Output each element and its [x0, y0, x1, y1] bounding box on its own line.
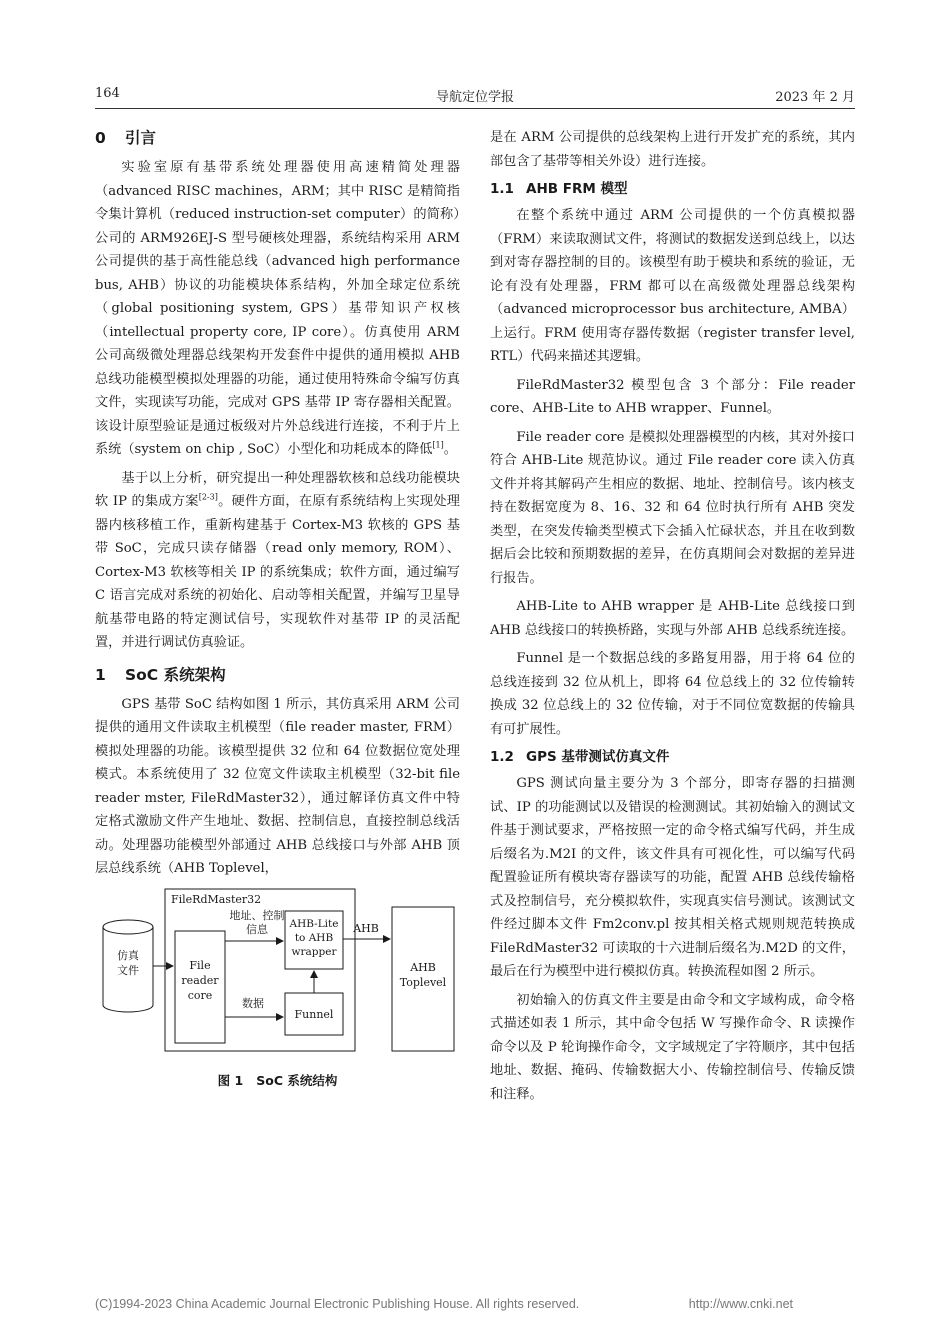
paragraph-text: 。硬件方面，在原有系统结构上实现处理器内核移植工作，重新构建基于 Cortex-M3 软核的 GPS 基带 SoC，完成只读存储器（read only memory, ROM）、Cortex-M3 软核等相关 IP 的系统集成；软件方面，通过编写 C 语言完成对系统的初始化、启动等相关配置，并编写卫星导航基带电路的特定测试信号，实现软件对基带 IP 的灵活配置，并进行调试仿真验证。	[95, 494, 460, 650]
citation-ref: [2-3]	[198, 492, 218, 502]
subsection-number: 1.1	[490, 181, 514, 197]
right-column	[490, 126, 855, 1111]
figure-1-caption	[95, 1069, 460, 1093]
caption-number: 图 1	[217, 1072, 244, 1088]
paragraph	[95, 156, 460, 462]
wrapper-label-1: AHB-Lite	[289, 917, 339, 930]
info-label: 信息	[246, 922, 268, 936]
ahb-bus-label: AHB	[353, 921, 379, 935]
core-label-2: reader	[181, 973, 219, 987]
figure-1	[95, 887, 460, 1093]
paragraph: 初始输入的仿真文件主要是由命令和文字域构成，命令格式描述如表 1 所示，其中命令包括 W 写操作命令、R 读操作命令以及 P 轮询操作命令，文字域规定了字符顺序，其中包括地址、数据、掩码、传输数据大小、传输控制信号、传输反馈和注释。	[490, 992, 855, 1102]
left-column	[95, 126, 460, 1092]
citation-ref: [1]	[432, 440, 444, 450]
funnel-label: Funnel	[294, 1007, 334, 1021]
page-number: 164	[95, 86, 120, 101]
section-number: 0	[95, 129, 106, 147]
section-title: 引言	[125, 129, 157, 147]
paragraph-text: 。	[443, 442, 457, 457]
toplevel-label-1: AHB	[410, 960, 436, 974]
cnki-url: http://www.cnki.net	[688, 1297, 793, 1311]
wrapper-label-3: wrapper	[291, 945, 337, 958]
file-reader-core-box	[175, 931, 225, 1043]
paragraph: GPS 测试向量主要分为 3 个部分，即寄存器的扫描测试、IP 的功能测试以及错误的检测测试。其初始输入的测试文件基于测试要求，严格按照一定的命令格式编写代码，并生成后缀名为.M2I 的文件，该文件具有可视化性，可以编写代码配置验证所有模块寄存器读写的功能，配置 AHB 总线传输格式及控制信号，充分模拟软件，实现真实信号测试。该测试文件经过脚本文件 Fm2conv.pl 按其相关格式规则规范转换成 FileRdMaster32 可读取的十六进制后缀名为.M2D 的文件，最后在行为模型中进行模拟仿真。转换流程如图 2 所示。	[490, 776, 855, 979]
running-header	[95, 86, 855, 108]
paragraph: GPS 基带 SoC 结构如图 1 所示，其仿真采用 ARM 公司提供的通用文件读取主机模型（file reader master, FRM）模拟处理器的功能。该模型提供 32 位和 64 位数据位宽处理模式。本系统使用了 32 位宽文件读取主机模型（32-bit file reader mster, FileRdMaster32），通过解译仿真文件中特定格式激励文件产生地址、数据、控制信息，直接控制总线活动。处理器功能模型外部通过 AHB 总线接口与外部 AHB 顶层总线系统（AHB Toplevel，	[95, 696, 460, 876]
paragraph: Funnel 是一个数据总线的多路复用器，用于将 64 位的总线连接到 32 位从机上，即将 64 位总线上的 32 位传输转换成 32 位总线上的 32 位传输，对于不同位宽数据的传输具有可扩展性。	[490, 651, 855, 737]
paragraph: 在整个系统中通过 ARM 公司提供的一个仿真模拟器（FRM）来读取测试文件，将测试的数据发送到总线上，以达到对寄存器控制的目的。该模型有助于模块和系统的验证，无论有没有处理器，FRM 都可以在高级微处理器总线架构（advanced microprocessor bus architecture, AMBA）上运行。FRM 使用寄存器传数据（register transfer level, RTL）代码来描述其逻辑。	[490, 208, 855, 364]
journal-title: 导航定位学报	[435, 90, 514, 105]
sim-file-label-1: 仿真	[117, 948, 139, 962]
copyright-text: (C)1994-2023 China Academic Journal Electronic Publishing House. All rights reserved.	[95, 1297, 580, 1311]
subsection-title: GPS 基带测试仿真文件	[526, 749, 670, 765]
wrapper-label-2: to AHB	[294, 931, 334, 944]
subsection-title: AHB FRM 模型	[526, 181, 628, 197]
data-label: 数据	[242, 996, 264, 1010]
issue-date: 2023 年 2 月	[775, 90, 855, 105]
subsection-number: 1.2	[490, 749, 514, 765]
toplevel-label-2: Toplevel	[399, 975, 447, 989]
sim-file-icon	[103, 920, 153, 1012]
paragraph-text: 基于以上分析，研究提出一种处理器软核和总线功能模块软 IP 的集成方案	[95, 470, 460, 509]
section-1-2-heading	[490, 746, 855, 768]
section-0-heading	[95, 126, 460, 150]
paragraph: File reader core 是模拟处理器模型的内核，其对外接口符合 AHB-Lite 规范协议。通过 File reader core 读入仿真文件并将其解码产生相应的数据、地址、控制信号。该内核支持在数据宽度为 8、16、32 和 64 位时执行所有 AHB 突发类型，在突发传输类型模式下会插入忙碌状态，并且在收到数据后会比较和预期数据的差异，在仿真期间会对数据的差异进行报告。	[490, 429, 855, 586]
soc-diagram	[95, 887, 460, 1065]
paragraph: 是在 ARM 公司提供的总线架构上进行开发扩充的系统，其内部包含了基带等相关外设）进行连接。	[490, 130, 855, 169]
core-label-3: core	[187, 988, 213, 1002]
section-title: SoC 系统架构	[125, 665, 226, 684]
caption-text: SoC 系统结构	[256, 1072, 338, 1088]
paragraph-text: 实验室原有基带系统处理器使用高速精简处理器（advanced RISC machines，ARM；其中 RISC 是精简指令集计算机（reduced instruction-set computer）的简称）公司的 ARM926EJ-S 型号硬核处理器，系统结构采用 ARM 公司提供的基于高性能总线（advanced high performance bus, AHB）协议的功能模块体系结构，外加全球定位系统（global positioning system, GPS）基带知识产权核（intellectual property core, IP core）。仿真使用 ARM 公司高级微处理器总线架构开发套件中提供的通用模拟 AHB 总线功能模型模拟处理器的功能，通过使用特殊命令编写仿真文件，实现读写功能，完成对 GPS 基带 IP 寄存器相关配置。该设计原型验证是通过板级对片外总线进行连接，不利于片上系统（system on chip , SoC）小型化和功耗成本的降低	[95, 160, 460, 457]
addr-ctrl-label: 地址、控制	[229, 908, 285, 922]
paragraph: FileRdMaster32 模型包含 3 个部分：File reader core、AHB-Lite to AHB wrapper、Funnel。	[490, 377, 855, 416]
sim-file-label-2: 文件	[117, 963, 139, 977]
section-1-heading	[95, 663, 460, 687]
filerdmaster32-label: FileRdMaster32	[171, 892, 262, 906]
paragraph: AHB-Lite to AHB wrapper 是 AHB-Lite 总线接口到 AHB 总线接口的转换桥路，实现与外部 AHB 总线系统连接。	[490, 599, 855, 638]
section-1-1-heading	[490, 178, 855, 200]
section-number: 1	[95, 665, 106, 684]
paragraph	[95, 467, 460, 655]
core-label-1: File	[189, 958, 211, 972]
header-rule	[95, 108, 855, 109]
